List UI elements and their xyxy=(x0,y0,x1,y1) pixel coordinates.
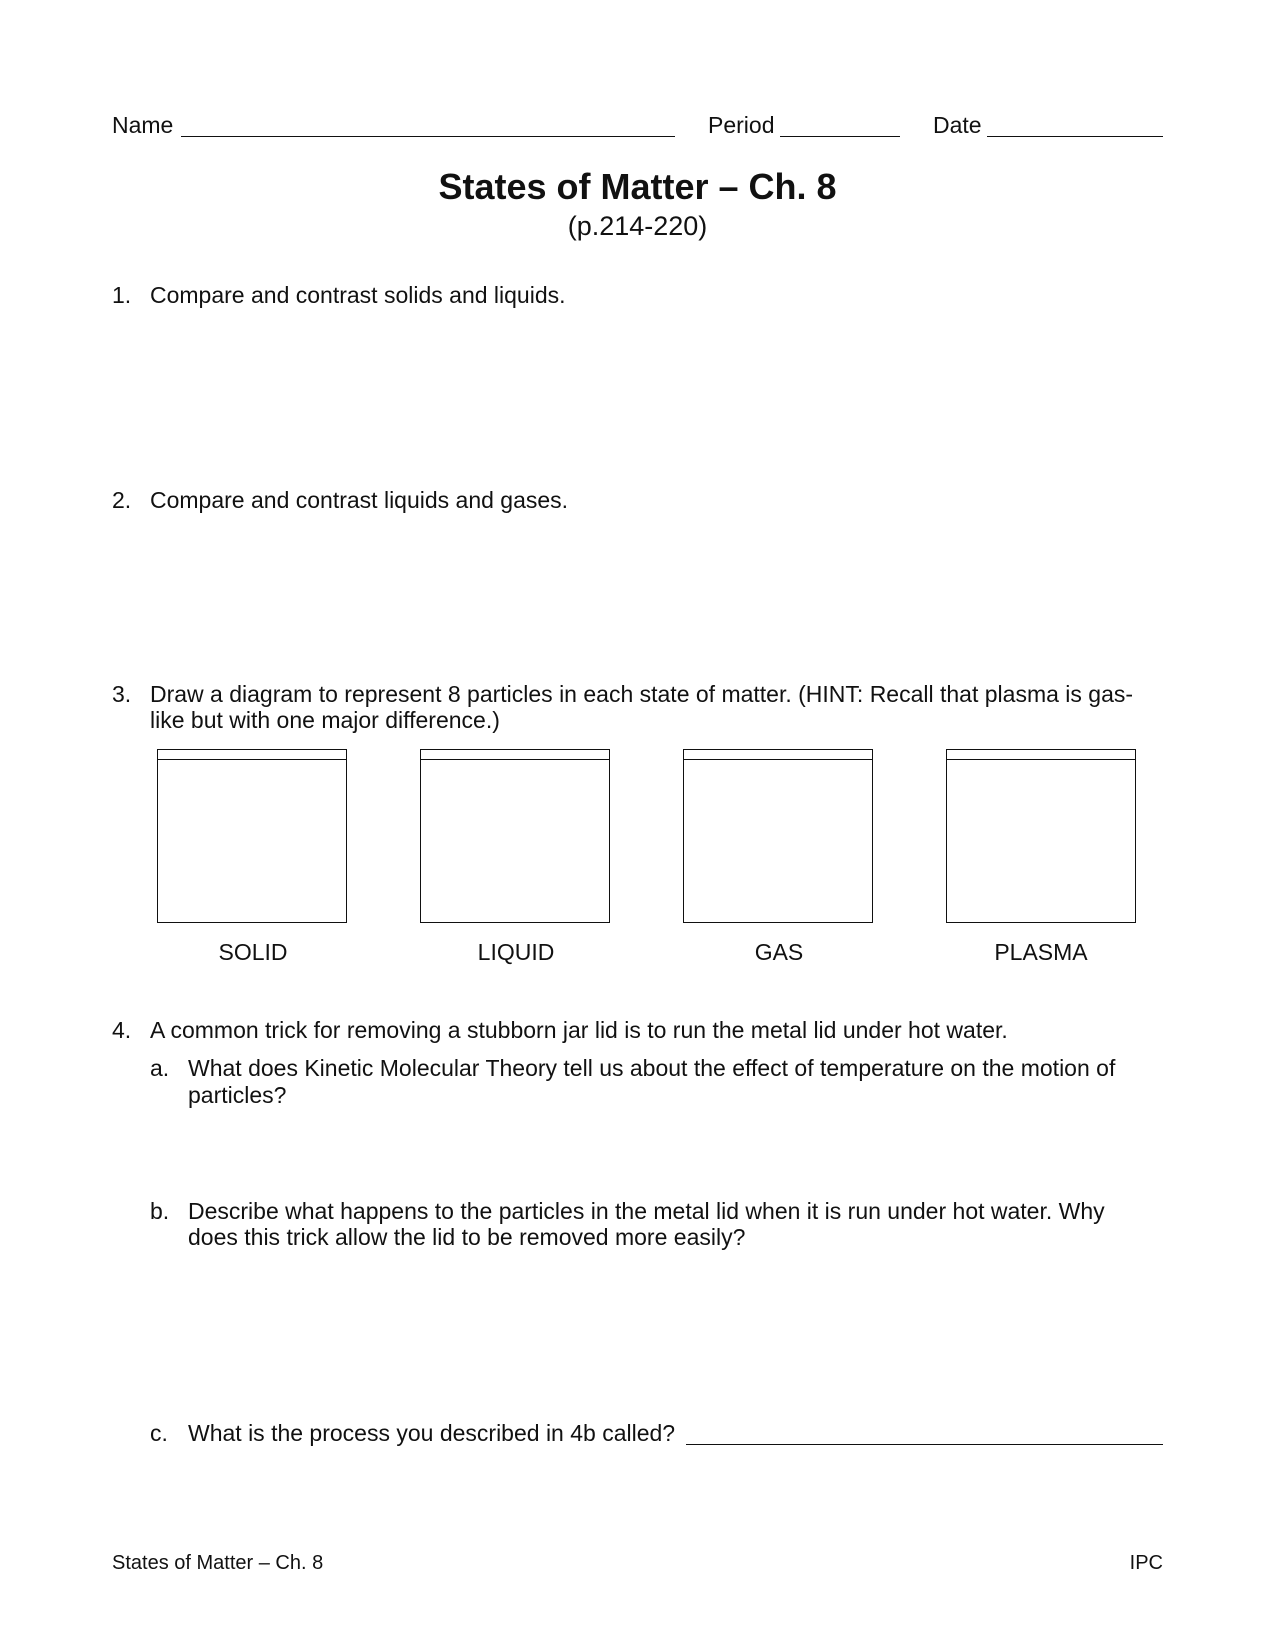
q3-text-line2: like but with one major difference.) xyxy=(150,707,500,733)
page-subtitle: (p.214-220) xyxy=(567,211,708,241)
name-label: Name xyxy=(112,112,174,138)
q4a-letter: a. xyxy=(150,1055,170,1081)
date-label: Date xyxy=(933,112,982,138)
q2-number: 2. xyxy=(112,487,132,513)
q4c-text: What is the process you described in 4b called? xyxy=(188,1420,676,1446)
gas-box-body xyxy=(683,758,873,923)
liquid-diagram-box[interactable] xyxy=(420,749,610,925)
period-field[interactable] xyxy=(780,110,900,137)
solid-label: SOLID xyxy=(218,939,288,965)
solid-diagram-box[interactable] xyxy=(157,749,347,925)
gas-diagram-box[interactable] xyxy=(683,749,873,925)
period-label: Period xyxy=(708,112,775,138)
footer-left: States of Matter – Ch. 8 xyxy=(112,1552,324,1574)
q4c-answer-field[interactable] xyxy=(686,1418,1163,1445)
q4-text: A common trick for removing a stubborn jar lid is to run the metal lid under hot water. xyxy=(150,1017,1008,1043)
q1-text: Compare and contrast solids and liquids. xyxy=(150,282,566,308)
page-title: States of Matter – Ch. 8 xyxy=(438,166,837,207)
q3-number: 3. xyxy=(112,681,132,707)
footer-right: IPC xyxy=(1129,1552,1163,1574)
date-field[interactable] xyxy=(987,110,1163,137)
gas-label: GAS xyxy=(754,939,804,965)
plasma-box-body xyxy=(946,758,1136,923)
liquid-box-body xyxy=(420,758,610,923)
q4-number: 4. xyxy=(112,1017,132,1043)
name-field[interactable] xyxy=(181,110,675,137)
q4a-text-line2: particles? xyxy=(188,1082,287,1108)
solid-box-body xyxy=(157,758,347,923)
plasma-diagram-box[interactable] xyxy=(946,749,1136,925)
q4b-text-line1: Describe what happens to the particles in the metal lid when it is run under hot water. Why xyxy=(188,1198,1105,1224)
q4b-letter: b. xyxy=(150,1198,170,1224)
q3-text-line1: Draw a diagram to represent 8 particles in each state of matter. (HINT: Recall that plasma is gas- xyxy=(150,681,1134,707)
liquid-label: LIQUID xyxy=(477,939,555,965)
q4c-letter: c. xyxy=(150,1420,168,1446)
q4b-text-line2: does this trick allow the lid to be removed more easily? xyxy=(188,1224,746,1250)
q1-number: 1. xyxy=(112,282,132,308)
q4a-text-line1: What does Kinetic Molecular Theory tell us about the effect of temperature on the motion of xyxy=(188,1055,1116,1081)
plasma-label: PLASMA xyxy=(994,939,1088,965)
q2-text: Compare and contrast liquids and gases. xyxy=(150,487,569,513)
